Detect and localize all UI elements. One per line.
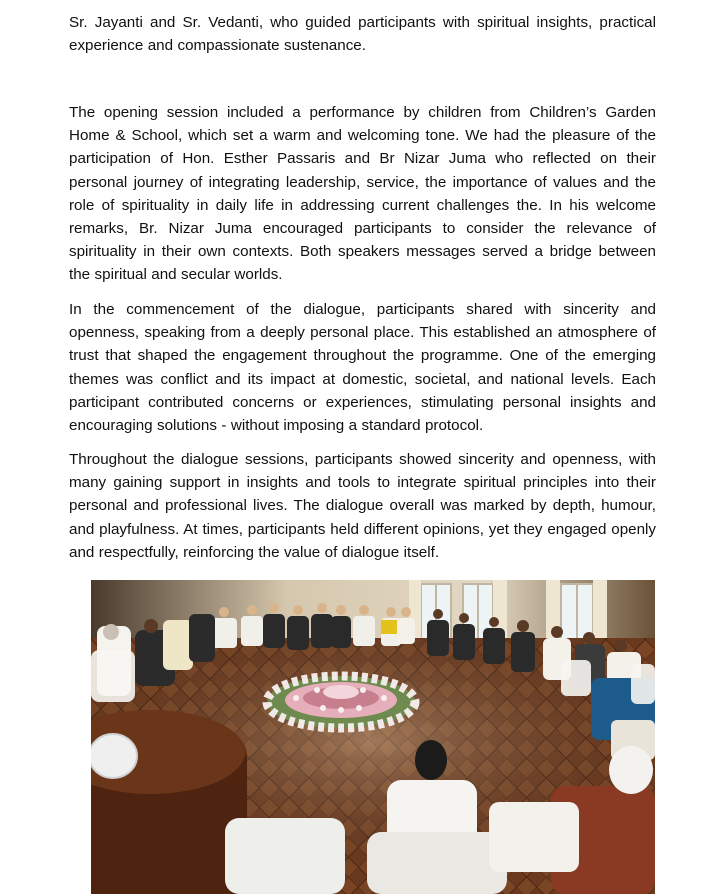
photo-illustration <box>91 580 655 894</box>
paragraph-2: The opening session included a performance by children from Children’s Garden Home & School, which set a warm and welcoming tone. We had the pleasure of the participation of Hon. Esther Passaris and Br Nizar Juma who reflected on their personal journey of integrating leadership, service, the importance of values and the role of spirituality in daily life in addressing current challenges the. In his welcome remarks, Br. Nizar Juma encouraged participants to consider the relevance of spirituality in their own contexts. Both speakers messages served a bridge between the spiritual and secular worlds. <box>69 104 656 284</box>
dialogue-session-photo <box>91 580 655 894</box>
paragraph-4: Throughout the dialogue sessions, participants showed sincerity and openness, with many gaining support in insights and tools to integrate spiritual principles into their personal and professional lives. The dialogue overall was marked by depth, humour, and playfulness. At times, participants held different opinions, yet they engaged openly and respectfully, reinforcing the value of dialogue itself. <box>69 451 656 561</box>
flower-ring <box>267 676 415 728</box>
round-wooden-table <box>91 710 247 894</box>
paragraph-1: Sr. Jayanti and Sr. Vedanti, who guided participants with spiritual insights, practical experience and compassionate sustenance. <box>69 14 656 55</box>
paragraph-3: In the commencement of the dialogue, participants shared with sincerity and openness, speaking from a deeply personal place. This established an atmosphere of trust that shaped the engagement throughout the programme. One of the emerging themes was conflict and its impact at domestic, societal, and national levels. Each participant contributed concerns or experiences, stimulating personal insights and encouraging solutions - without imposing a standard protocol. <box>69 301 656 435</box>
